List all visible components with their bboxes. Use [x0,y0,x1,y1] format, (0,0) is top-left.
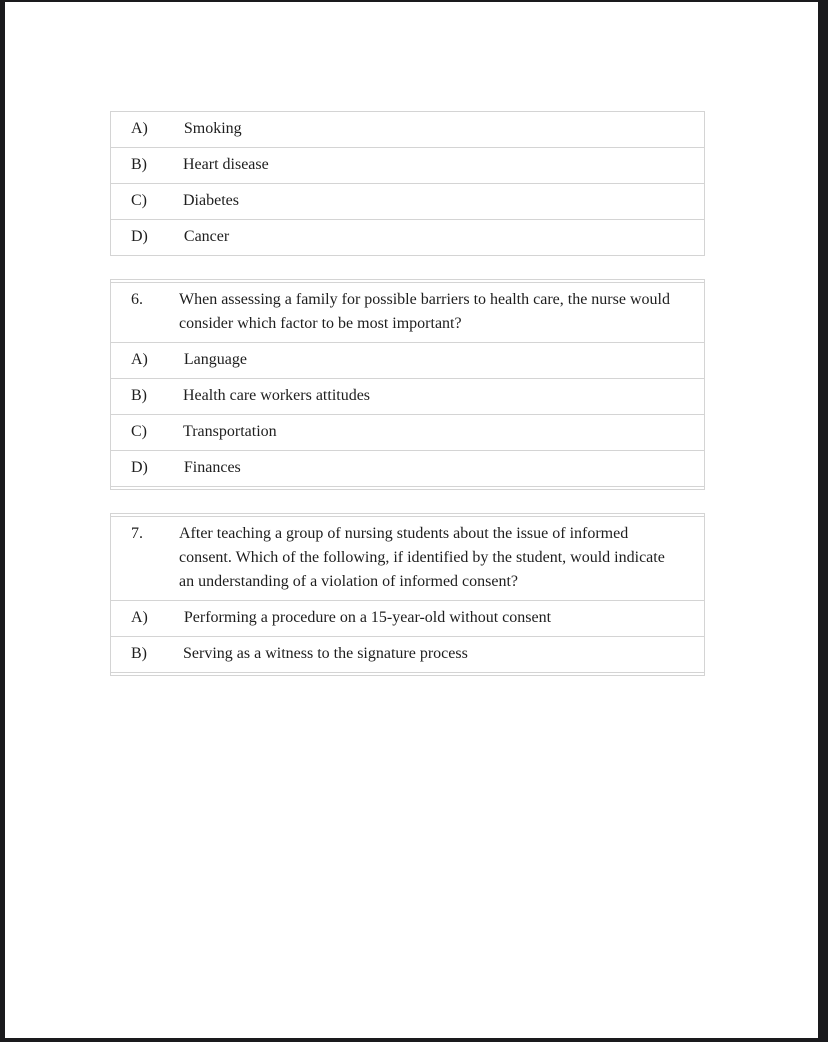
quiz-content [110,111,705,676]
option-letter: C) [131,423,147,440]
option-letter: B) [131,156,147,173]
option-text: Finances [183,459,241,476]
question-7-table [110,513,705,676]
answer-option-row [111,450,704,487]
option-text: Diabetes [183,192,239,209]
option-text: Language [183,351,247,368]
option-letter: B) [131,645,147,662]
option-letter: A) [131,120,148,137]
answer-option-row [111,112,704,147]
question-text: After teaching a group of nursing students about the issue of informed consent. Which of the following, if identified by the student, would indicate an understanding of a violation of informed consent? [179,525,665,590]
option-letter: B) [131,387,147,404]
answer-option-row [111,147,704,183]
option-text: Heart disease [183,156,269,173]
question-number: 7. [131,525,143,542]
option-letter: D) [131,228,148,245]
question-row [111,282,704,342]
option-letter: C) [131,192,147,209]
option-letter: A) [131,351,148,368]
option-text: Performing a procedure on a 15-year-old without consent [183,609,552,626]
option-text: Cancer [183,228,230,245]
document-page [5,2,818,1038]
answer-option-row [111,378,704,414]
question-number: 6. [131,291,143,308]
answer-option-row [111,219,704,255]
option-letter: D) [131,459,148,476]
question-6-table [110,279,705,490]
option-text: Health care workers attitudes [183,387,371,404]
option-text: Transportation [183,423,277,440]
option-text: Serving as a witness to the signature process [183,645,468,662]
option-letter: A) [131,609,148,626]
answer-option-row [111,414,704,450]
answer-option-row [111,183,704,219]
question-row [111,516,704,600]
answer-option-row [111,342,704,378]
question-text: When assessing a family for possible barriers to health care, the nurse would consider which factor to be most important? [179,291,670,332]
answer-option-row [111,636,704,673]
question-table-partial [110,111,705,256]
option-text: Smoking [183,120,242,137]
answer-option-row [111,600,704,636]
